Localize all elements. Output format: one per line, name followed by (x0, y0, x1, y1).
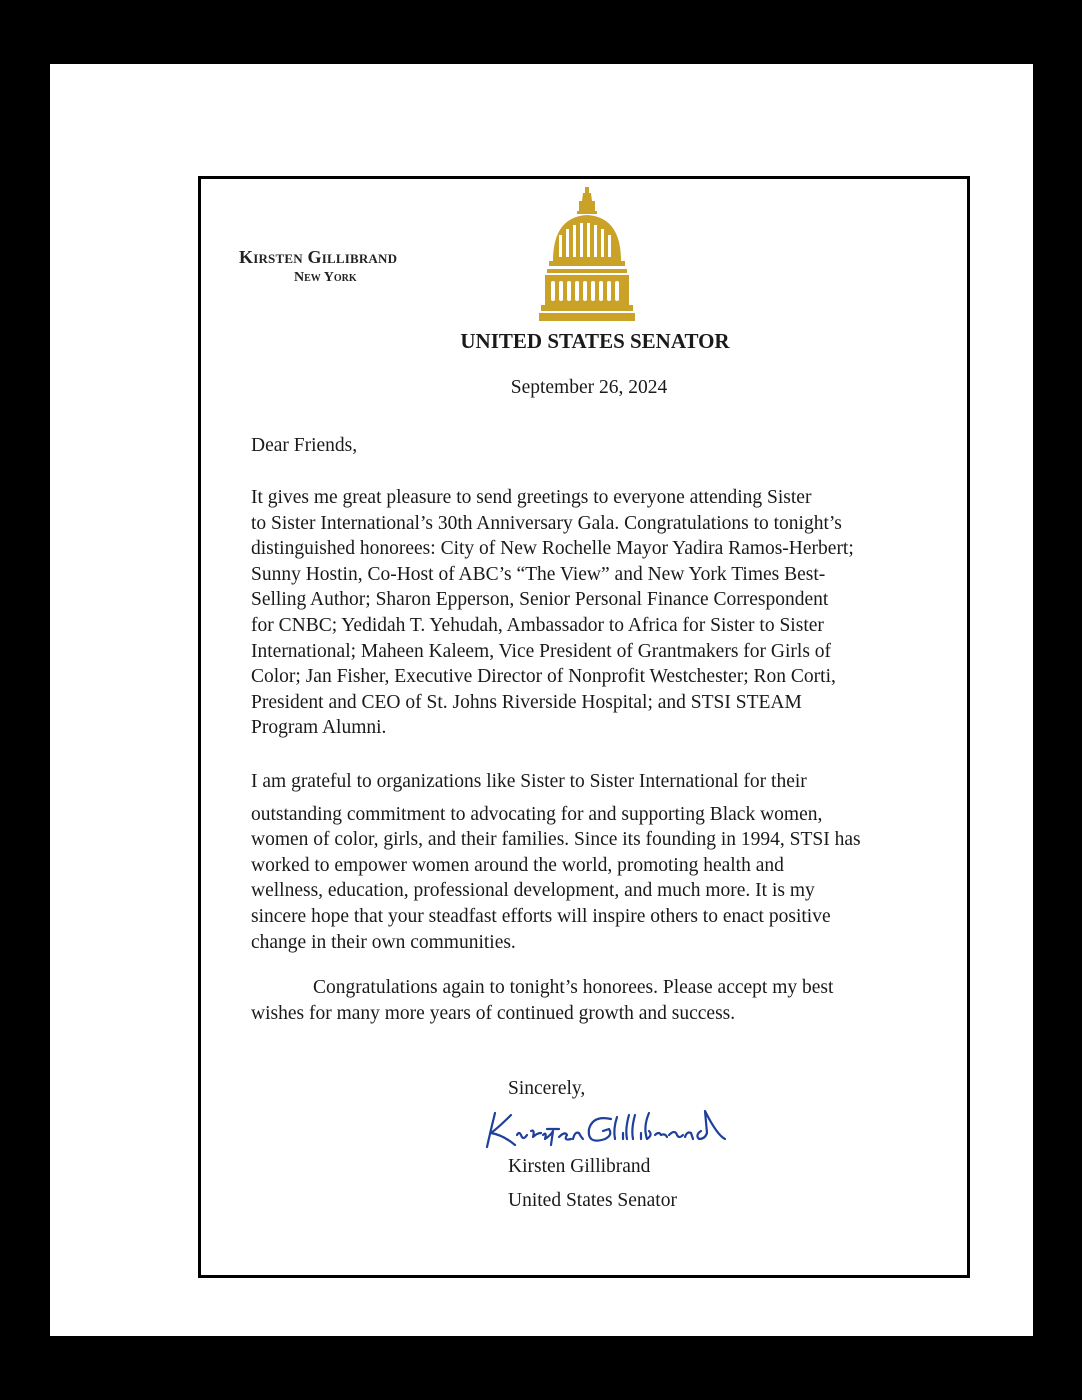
paragraph-line: Congratulations again to tonight’s honorees. Please accept my best (313, 977, 834, 998)
salutation: Dear Friends, (251, 435, 358, 456)
paragraph-line: sincere hope that your steadfast efforts will inspire others to enact positive (251, 905, 831, 927)
paragraph-line: for CNBC; Yedidah T. Yehudah, Ambassador to Africa for Sister to Sister (251, 614, 824, 636)
sender-name: Kirsten Gillibrand (239, 247, 398, 267)
closing: Sincerely, (508, 1078, 586, 1099)
paragraph-line: distinguished honorees: City of New Rochelle Mayor Yadira Ramos-Herbert; (251, 538, 854, 560)
paragraph-2 (251, 769, 951, 955)
paragraph-line: wellness, education, professional development, and much more. It is my (251, 880, 815, 902)
paragraph-line: Sunny Hostin, Co-Host of ABC’s “The View” and New York Times Best- (251, 563, 826, 585)
paragraph-line: International; Maheen Kaleem, Vice President of Grantmakers for Girls of (251, 640, 832, 662)
paragraph-line: change in their own communities. (251, 931, 516, 953)
letter-page (198, 176, 970, 1278)
paragraph-line: Color; Jan Fisher, Executive Director of Nonprofit Westchester; Ron Corti, (251, 666, 836, 688)
letterhead-sender (239, 247, 397, 286)
paragraph-1 (251, 485, 951, 741)
sender-state: New York (294, 270, 357, 285)
paragraph-line: wishes for many more years of continued growth and success. (251, 1002, 736, 1024)
paragraph-line: women of color, girls, and their families. Since its founding in 1994, STSI has (251, 829, 861, 851)
paragraph-line: worked to empower women around the world, promoting health and (251, 854, 784, 876)
letter-date: September 26, 2024 (510, 377, 668, 398)
paragraph-line: outstanding commitment to advocating for and supporting Black women, (251, 803, 823, 825)
paragraph-line: Selling Author; Sharon Epperson, Senior Personal Finance Correspondent (251, 589, 829, 611)
paragraph-line: It gives me great pleasure to send greetings to everyone attending Sister (251, 487, 812, 508)
paragraph-line: to Sister International’s 30th Anniversary Gala. Congratulations to tonight’s (251, 512, 842, 534)
paragraph-3 (251, 975, 951, 1026)
paragraph-line: I am grateful to organizations like Sister to Sister International for their (251, 771, 807, 792)
paragraph-line: Program Alumni. (251, 717, 387, 739)
paragraph-line: President and CEO of St. Johns Riverside Hospital; and STSI STEAM (251, 691, 802, 713)
signer-name: Kirsten Gillibrand (508, 1156, 651, 1177)
frame-matte (50, 64, 1033, 1336)
signature-image (481, 1105, 741, 1153)
signer-title: United States Senator (508, 1190, 677, 1211)
capitol-dome-icon (539, 187, 635, 327)
office-title: UNITED STATES SENATOR (460, 329, 730, 353)
